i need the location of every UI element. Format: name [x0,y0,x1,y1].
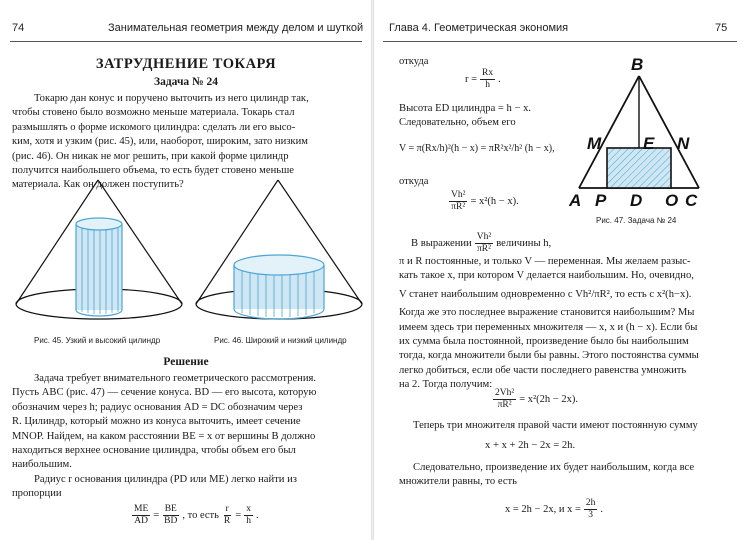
formula-2: $\frac{\text{2Vh²}}{\text{πR²}}$ = x²(2h − 2x). [495,388,578,410]
header-rule-left [10,41,362,42]
left-page [0,0,372,540]
solution-text [12,372,362,502]
ratio-formula: $\frac{\text{Vh²}}{\text{πR²}}$ = x²(h − x). [451,190,519,212]
text-line: Когда же это последнее выражение становится наибольшим? Мы [399,307,695,319]
text-line: получится наибольшего объема, то есть будет стовено меньше [12,165,294,177]
text-line: MNOP. Найдем, на каком расстоянии BE = x от вершины B должно [12,430,316,442]
text-line: обозначим через h; радиус основания AD = DC обозначим через [12,401,303,413]
sum-formula: x + x + 2h − 2x = 2h. [485,440,576,451]
consequence-line-2: множители равны, то есть [399,476,517,487]
problem-title: Задача № 24 [154,76,218,88]
label-m: M [587,134,602,153]
page-number-right: 75 [715,22,728,34]
right-page [373,0,745,540]
text-line: Задача требует внимательного геометрического рассмотрения. [34,373,317,384]
section-title: ЗАТРУДНЕНИЕ ТОКАРЯ [95,56,277,72]
text-line: Токарю дан конус и поручено выточить из него цилиндр так, [34,93,309,104]
text-line: тогда, когда множители были бы равны. Этого постоянства суммы [399,350,699,362]
text-line: Пусть ABC (рис. 47) — сечение конуса. BD — его высота, которую [12,387,317,399]
text-line: размышлять о форме искомого цилиндра: сделать ли его высо- [12,121,296,133]
label-c: C [685,191,698,210]
text-line: (рис. 46). Он никак не мог решить, при какой форме цилиндр [12,150,289,162]
proportion-formula: $\frac{ME}{AD}$ = $\frac{BE}{BD}$ , то есть $\frac{r}{R}$ = $\frac{x}{h}$ . [134,504,259,526]
fraction: $\frac{2h}{3}$ [585,498,596,520]
text-line: наибольшим. [12,459,72,471]
text-line: имеем здесь три переменных множителя — x, x и (h − x). Если бы [399,321,698,333]
text-line: материала. Как он должен поступить? [12,179,184,191]
text-line: их сумма была постоянной, произведение было бы наибольшим [399,336,689,348]
main-text [399,255,737,393]
figure-46-wide-cylinder [190,178,370,330]
text-line: R. Цилиндр, который можно из конуса выточить, имеет сечение [12,416,301,428]
text-line: ким, хотя и узким (рис. 45), или, наоборот, широким, зато низким [12,136,308,148]
consequence-line: Следовательно, произведение их будет наибольшим, когда все [413,462,695,473]
figure-45-tall-cylinder [10,178,190,330]
expression-line: В выражении $\frac{\text{Vh²}}{\text{πR²}}$ величины h, [411,232,552,254]
figure-47-caption: Рис. 47. Задача № 24 [596,216,677,225]
fraction: $\frac{r}{R}$ [223,504,231,526]
height-line-2: Следовательно, объем его [399,117,516,128]
figure-46-caption: Рис. 46. Широкий и низкий цилиндр [214,336,347,345]
r-formula: r = $\frac{Rx}{h}$ . [465,68,501,90]
fraction: $\frac{\text{2Vh²}}{\text{πR²}}$ [495,388,515,410]
height-line: Высота ED цилиндра = h − x. [399,103,532,114]
text-line: Радиус r основания цилиндра (PD или ME) легко найти из [34,473,297,485]
fraction: $\frac{ME}{AD}$ [134,504,149,526]
text-line: легко добиться, если обе части последнего равенства умножить [399,364,687,376]
label-o: O [665,191,679,210]
header-rule-right [383,41,737,42]
text-otkuda-2: откуда [399,176,429,187]
label-a: A [569,191,582,210]
figure-45-caption: Рис. 45. Узкий и высокий цилиндр [34,336,161,345]
fraction: $\frac{x}{h}$ [246,504,251,526]
label-e: E [643,134,655,153]
running-title-right: Глава 4. Геометрическая экономия [389,22,569,34]
text-line: на 2. Тогда получим: [399,379,493,391]
three-factors-line: Теперь три множителя правой части имеют постоянную сумму [413,420,698,431]
figure-47-cone-section [569,52,709,212]
label-p: P [595,191,607,210]
text-line: чтобы стовено было возможно меньше материала. Токарь стал [12,107,295,119]
text-line: кать такое x, при котором V делается наибольшим. Но, очевидно, [399,270,694,282]
page-number-left: 74 [12,22,25,34]
text-line: находиться верхнее основание цилиндра, чтобы объем его был [12,445,296,457]
final-formula: x = 2h − 2x, и x = $\frac{2h}{3}$ . [505,498,604,520]
text-line: пропорции [12,488,62,500]
solution-title: Решение [163,356,209,368]
text-line: π и R постоянные, и только V — переменная. Мы желаем разыс- [399,256,691,267]
fraction: $\frac{BE}{BD}$ [164,504,178,526]
label-d: D [630,191,643,210]
volume-formula: V = π(Rx/h)²(h − x) = πR²x²/h² (h − x), [399,143,555,154]
fraction: $\frac{\text{Vh²}}{\text{πR²}}$ [451,190,466,212]
text-otkuda: откуда [399,56,429,67]
label-n: N [677,134,690,153]
text-line: V станет наибольшим одновременно с Vh²/πR², то есть с x²(h−x). [399,288,692,300]
fraction: $\frac{Rx}{h}$ [482,68,494,90]
label-b: B [631,55,644,74]
running-title-left: Занимательная геометрия между делом и шуткой [108,22,364,34]
fraction: $\frac{\text{Vh²}}{\text{πR²}}$ [476,232,492,254]
